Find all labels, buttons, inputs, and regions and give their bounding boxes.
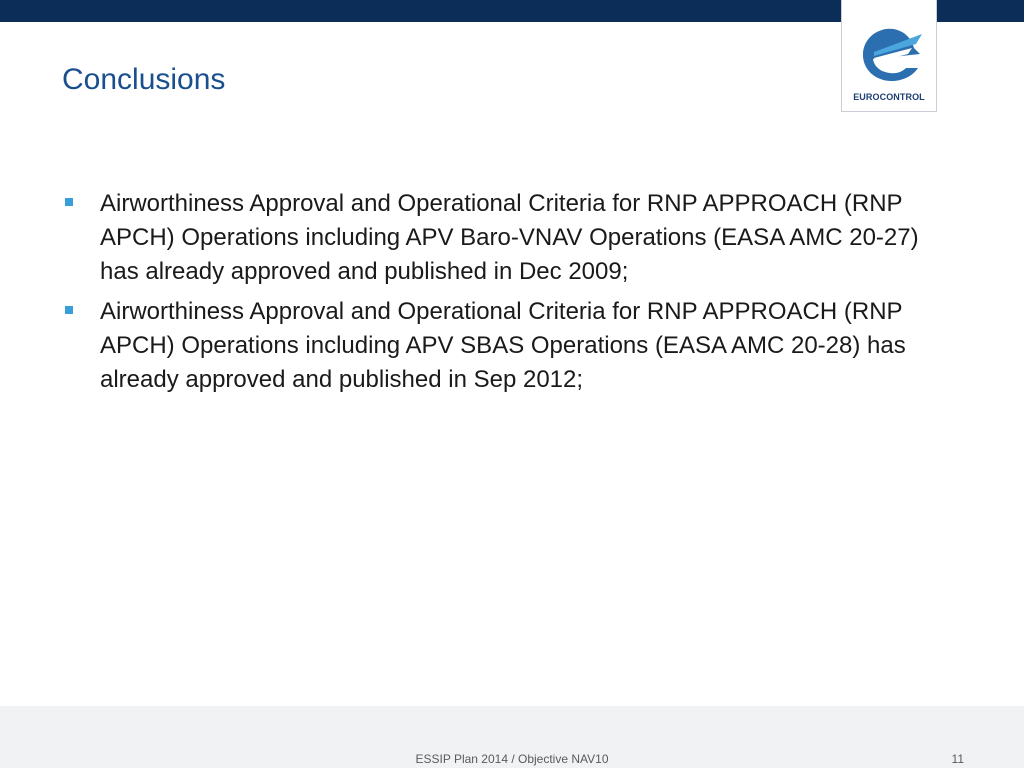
square-bullet-icon [65, 198, 73, 206]
bullet-item [62, 187, 962, 289]
footer [0, 706, 1024, 768]
eurocontrol-logo-icon [852, 22, 928, 90]
bullet-text: Airworthiness Approval and Operational Criteria for RNP APPROACH (RNP APCH) Operations including APV SBAS Operations (EASA AMC 20-28) has already approved and published in Sep 2012; [100, 298, 906, 393]
slide-title: Conclusions [62, 63, 226, 96]
eurocontrol-logo [841, 0, 937, 112]
bullet-text: Airworthiness Approval and Operational Criteria for RNP APPROACH (RNP APCH) Operations including APV Baro-VNAV Operations (EASA AMC 20-27) has already approved and published in Dec 2009; [100, 190, 919, 285]
page-number: 11 [951, 752, 964, 766]
bullet-item [62, 295, 962, 397]
bullet-list [62, 187, 962, 403]
eurocontrol-logo-text: EUROCONTROL [853, 92, 925, 102]
square-bullet-icon [65, 306, 73, 314]
footer-text: ESSIP Plan 2014 / Objective NAV10 [415, 752, 609, 766]
